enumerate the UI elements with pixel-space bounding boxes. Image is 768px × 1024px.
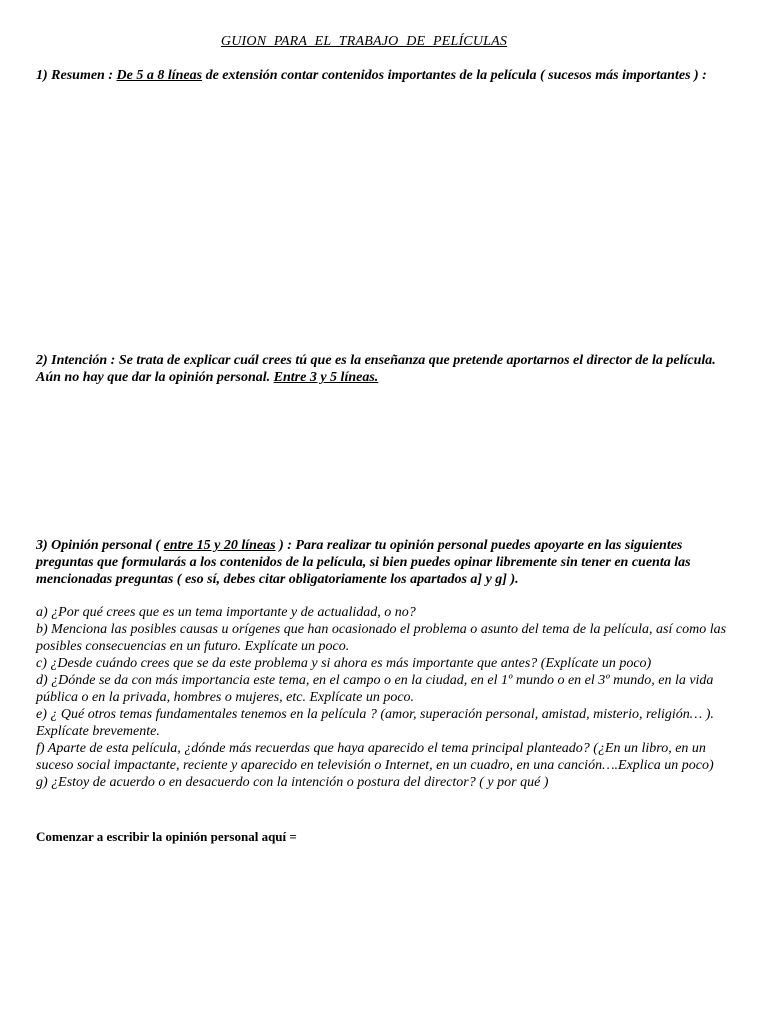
section-intencion [36,352,736,386]
question-list [36,604,736,791]
question-a: a) ¿Por qué crees que es un tema importante y de actualidad, o no? [36,605,416,620]
section-intencion-underlined: Entre 3 y 5 líneas. [273,370,379,385]
section-resumen-lead: 1) Resumen : [36,68,117,83]
question-b: b) Menciona las posibles causas u orígenes que han ocasionado el problema o asunto del tema de la película, así como las posibles consecuencias en un futuro. Explícate un poco. [36,622,727,654]
section-resumen-underlined: De 5 a 8 líneas [116,68,203,83]
section-resumen-rest: de extensión contar contenidos importantes de la película ( sucesos más importantes ) : [202,68,707,83]
section-opinion-lead: 3) Opinión personal ( [36,538,164,553]
final-prompt: Comenzar a escribir la opinión personal aquí = [36,829,297,844]
question-d: d) ¿Dónde se da con más importancia este tema, en el campo o en la ciudad, en el 1º mundo o en el 3º mundo, en la vida pública o en la privada, hombres o mujeres, etc. Explícate un poco. [36,673,714,705]
question-c: c) ¿Desde cuándo crees que se da este problema y si ahora es más importante que antes? (Explícate un poco) [36,656,652,671]
section-opinion-underlined: entre 15 y 20 líneas [163,538,276,553]
section-intencion-lead: 2) Intención : Se trata de explicar cuál crees tú que es la enseñanza que pretende aportarnos el director de la película. Aún no hay que dar la opinión personal. [36,353,716,385]
question-e: e) ¿ Qué otros temas fundamentales tenemos en la película ? (amor, superación personal, amistad, misterio, religión… ). Explícate brevemente. [36,707,714,739]
question-g: g) ¿Estoy de acuerdo o en desacuerdo con la intención o postura del director? ( y por qué ) [36,775,549,790]
section-opinion [36,537,736,588]
document-title: GUION PARA EL TRABAJO DE PELÍCULAS [220,34,508,49]
section-resumen [36,67,736,84]
section-opinion-rest: ) : Para realizar tu opinión personal puedes apoyarte en las siguientes preguntas que formularás a los contenidos de la película, si bien puedes opinar libremente sin tener en cuenta las mencionadas preguntas ( eso sí, debes citar obligatoriamente los apartados a] y g] ). [36,538,691,587]
question-f: f) Aparte de esta película, ¿dónde más recuerdas que haya aparecido el tema principal planteado? (¿En un libro, en un suceso social impactante, reciente y aparecido en televisión o Internet, en un cuadro, en una canción….Explica un poco) [36,741,714,773]
